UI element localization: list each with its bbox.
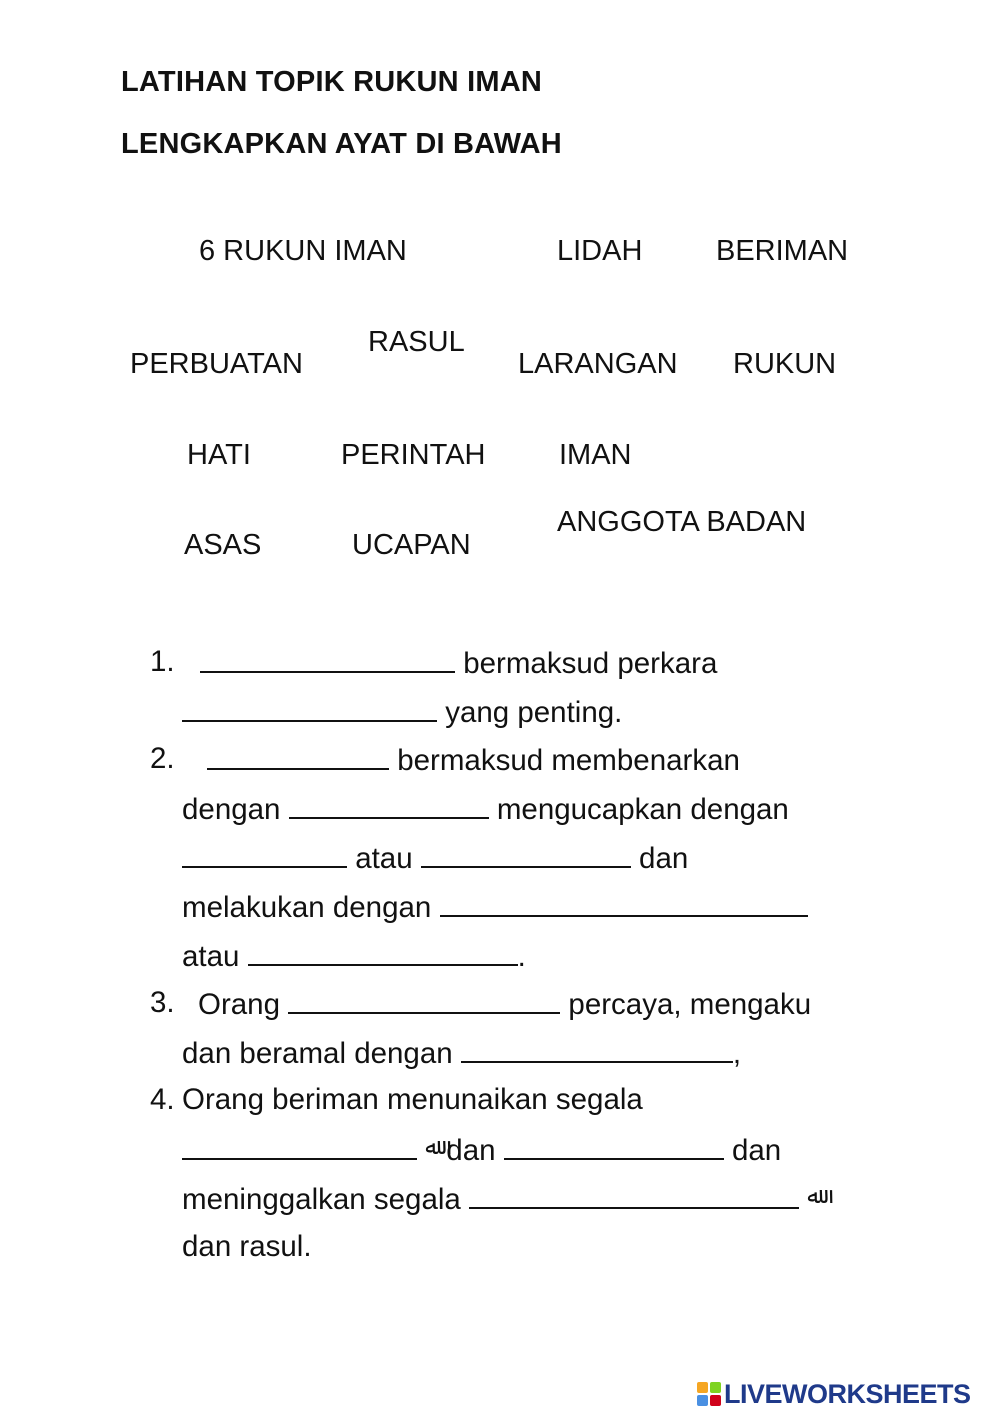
question-4-line-3 <box>182 1181 820 1217</box>
question-1-text-b: yang penting. <box>445 696 623 729</box>
question-4-line-2 <box>182 1132 781 1168</box>
word-rukun[interactable]: RUKUN <box>733 348 837 380</box>
question-2-text-c2: dan <box>639 842 689 875</box>
worksheet-instruction: LENGKAPKAN AYAT DI BAWAH <box>121 128 562 160</box>
word-iman[interactable]: IMAN <box>559 439 632 471</box>
word-asas[interactable]: ASAS <box>184 529 262 561</box>
word-beriman[interactable]: BERIMAN <box>716 235 849 267</box>
liveworksheets-logo-text: LIVEWORKSHEETS <box>724 1378 971 1409</box>
question-3-text-b2: , <box>732 1037 742 1070</box>
answer-blank-10[interactable] <box>461 1035 733 1063</box>
word-larangan[interactable]: LARANGAN <box>518 348 678 380</box>
question-2-text-e1: atau <box>182 940 240 973</box>
question-4-text-a: Orang beriman menunaikan segala <box>182 1083 643 1116</box>
allah-symbol: ﷲ <box>807 1184 821 1209</box>
question-4-number: 4. <box>150 1083 175 1116</box>
question-2-number: 2. <box>150 742 175 775</box>
liveworksheets-logo-icon <box>697 1382 721 1406</box>
word-ucapan[interactable]: UCAPAN <box>352 529 471 561</box>
word-rasul[interactable]: RASUL <box>368 326 465 358</box>
question-2-text-b2: mengucapkan dengan <box>496 793 789 826</box>
question-3-text-a1: Orang <box>198 988 280 1021</box>
question-2-text-c1: atau <box>355 842 413 875</box>
question-3-text-b1: dan beramal dengan <box>182 1037 453 1070</box>
question-1-number: 1. <box>150 645 175 678</box>
question-4-line-4 <box>182 1230 312 1264</box>
answer-blank-7[interactable] <box>440 889 808 917</box>
question-1-line-2 <box>182 694 622 730</box>
question-4-line-1 <box>182 1083 643 1117</box>
word-perintah[interactable]: PERINTAH <box>341 439 486 471</box>
answer-blank-12[interactable] <box>504 1132 724 1160</box>
question-4-text-d: dan rasul. <box>182 1230 312 1263</box>
word-perbuatan[interactable]: PERBUATAN <box>130 348 303 380</box>
question-4-text-b3: dan <box>731 1134 782 1167</box>
question-3-number: 3. <box>150 986 175 1019</box>
answer-blank-13[interactable] <box>469 1181 799 1209</box>
question-4-text-c: meninggalkan segala <box>182 1183 461 1216</box>
logo-square <box>697 1382 708 1393</box>
answer-blank-5[interactable] <box>182 840 347 868</box>
logo-square <box>697 1395 708 1406</box>
question-1-line-1 <box>200 645 717 681</box>
question-2-line-4 <box>182 889 808 925</box>
allah-symbol: ﷲ <box>425 1135 439 1160</box>
question-2-text-a: bermaksud membenarkan <box>397 744 740 777</box>
answer-blank-2[interactable] <box>182 694 437 722</box>
answer-blank-1[interactable] <box>200 645 455 673</box>
question-3-line-2 <box>182 1035 741 1071</box>
question-1-text-a: bermaksud perkara <box>463 647 718 680</box>
answer-blank-3[interactable] <box>207 742 389 770</box>
question-3-line-1 <box>198 986 811 1022</box>
question-3-text-a2: percaya, mengaku <box>568 988 812 1021</box>
question-2-text-b1: dengan <box>182 793 281 826</box>
liveworksheets-logo <box>697 1378 971 1410</box>
answer-blank-8[interactable] <box>248 938 518 966</box>
question-2-text-d: melakukan dengan <box>182 891 432 924</box>
question-2-line-3 <box>182 840 688 876</box>
answer-blank-9[interactable] <box>288 986 560 1014</box>
question-4-text-b2: dan <box>446 1134 496 1167</box>
word-hati[interactable]: HATI <box>187 439 251 471</box>
answer-blank-11[interactable] <box>182 1132 417 1160</box>
answer-blank-6[interactable] <box>421 840 631 868</box>
question-2-line-1 <box>207 742 740 778</box>
logo-square <box>710 1382 721 1393</box>
logo-square <box>710 1395 721 1406</box>
answer-blank-4[interactable] <box>289 791 489 819</box>
question-2-line-2 <box>182 791 789 827</box>
word-6-rukun-iman[interactable]: 6 RUKUN IMAN <box>199 235 407 267</box>
worksheet-title: LATIHAN TOPIK RUKUN IMAN <box>121 66 542 98</box>
question-2-line-5 <box>182 938 526 974</box>
question-2-text-e2: . <box>517 940 526 973</box>
word-lidah[interactable]: LIDAH <box>557 235 643 267</box>
word-anggota-badan[interactable]: ANGGOTA BADAN <box>557 506 807 538</box>
